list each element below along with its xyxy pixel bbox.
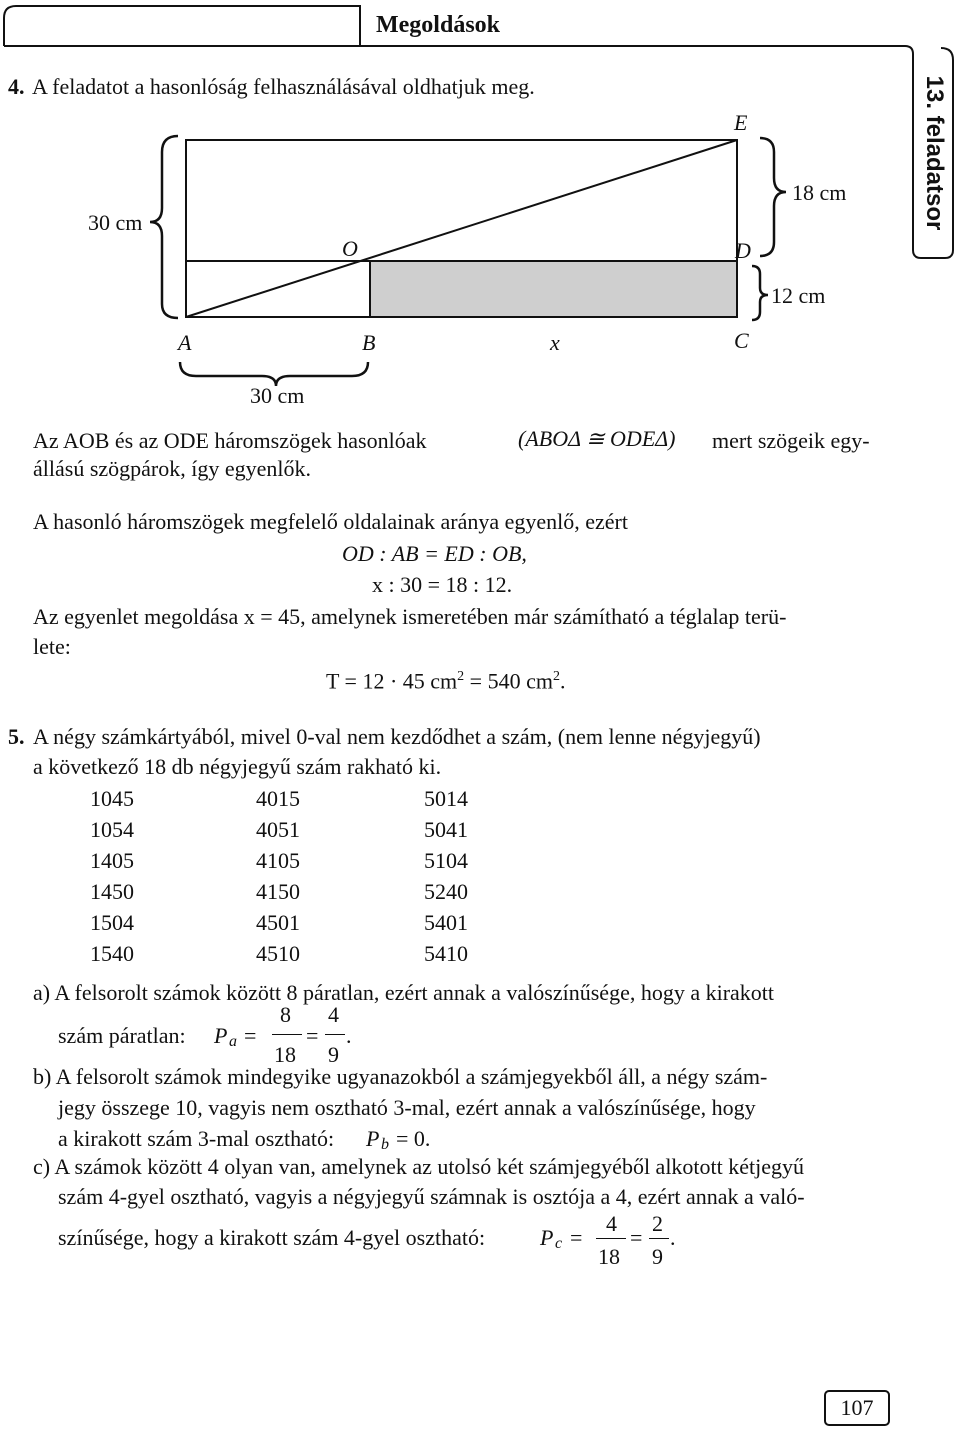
page-number: 107 bbox=[824, 1390, 890, 1426]
p5-a-frac2-num: 4 bbox=[328, 1002, 339, 1027]
p5-c-eq2: = bbox=[630, 1225, 643, 1250]
p5-a-frac2-line bbox=[325, 1034, 345, 1035]
rectangle-figure bbox=[0, 100, 960, 420]
p4-eq3 bbox=[326, 662, 565, 696]
left-height-label: 30 cm bbox=[88, 210, 143, 235]
point-e-label: E bbox=[734, 110, 748, 135]
number-cell: 1450 bbox=[90, 879, 134, 904]
top-right-label: 18 cm bbox=[792, 180, 847, 205]
p4-eq3-sup1: 2 bbox=[457, 669, 465, 684]
p5-c-frac1-line bbox=[596, 1238, 626, 1239]
page-header-title: Megoldások bbox=[376, 12, 501, 38]
number-cell: 4501 bbox=[256, 910, 300, 935]
p5-c-frac2-den: 9 bbox=[652, 1244, 663, 1269]
p5-c-line2: szám 4-gyel osztható, vagyis a négyjegyű számnak is osztója a 4, ezért annak a való- bbox=[58, 1184, 805, 1209]
p5-a-line1: a) A felsorolt számok között 8 páratlan, ezért annak a valószínűsége, hogy a kirakott bbox=[33, 980, 775, 1005]
problem-4-number: 4. bbox=[8, 74, 25, 99]
p5-b-end: = 0. bbox=[396, 1126, 431, 1151]
point-c-label: C bbox=[734, 328, 749, 353]
p4-eq2: x : 30 = 18 : 12. bbox=[372, 572, 513, 597]
p5-a-p: P bbox=[214, 1023, 228, 1048]
p5-a-frac2-den: 9 bbox=[328, 1042, 339, 1067]
p4-line3: A hasonló háromszögek megfelelő oldalainak aránya egyenlő, ezért bbox=[33, 509, 628, 534]
p5-b-line1: b) A felsorolt számok mindegyike ugyanazokból a számjegyekből áll, a négy szám- bbox=[33, 1064, 768, 1089]
p5-b-line3-pre: a kirakott szám 3-mal osztható: bbox=[58, 1126, 335, 1151]
number-cell: 1504 bbox=[90, 910, 134, 935]
number-cell: 4150 bbox=[256, 879, 300, 904]
left-brace bbox=[150, 136, 178, 318]
number-cell: 1045 bbox=[90, 786, 134, 811]
number-cell: 4510 bbox=[256, 941, 300, 966]
p5-a-frac1-line bbox=[272, 1034, 302, 1035]
number-cell: 4105 bbox=[256, 848, 300, 873]
right-brace-top bbox=[760, 138, 786, 256]
bottom-right-label: 12 cm bbox=[771, 283, 826, 308]
point-d-label: D bbox=[735, 238, 751, 263]
p5-a-frac1-num: 8 bbox=[280, 1002, 291, 1027]
p4-eq3-sup2: 2 bbox=[552, 669, 560, 684]
p4-line5: lete: bbox=[33, 634, 71, 659]
p5-c-line1: c) A számok között 4 olyan van, amelynek az utolsó két számjegyéből alkotott kétjegyű bbox=[33, 1154, 805, 1179]
number-cell: 5410 bbox=[424, 941, 468, 966]
point-a-label: A bbox=[178, 330, 192, 355]
segment-x-label: x bbox=[550, 330, 560, 355]
number-cell: 5041 bbox=[424, 817, 468, 842]
p5-b-sub: b bbox=[381, 1136, 389, 1153]
number-cell: 5014 bbox=[424, 786, 468, 811]
shaded-rectangle bbox=[370, 261, 737, 317]
problem-4-intro: A feladatot a hasonlóság felhasználásával oldhatjuk meg. bbox=[32, 74, 535, 99]
number-cell: 5104 bbox=[424, 848, 468, 873]
number-cell: 5401 bbox=[424, 910, 468, 935]
p5-c-eq: = bbox=[570, 1225, 583, 1250]
number-cell: 4015 bbox=[256, 786, 300, 811]
p4-eq3-b: = 540 cm bbox=[464, 668, 553, 694]
p5-c-sub: c bbox=[555, 1235, 563, 1252]
p5-c-end: . bbox=[670, 1225, 676, 1250]
p5-c-frac1-den: 18 bbox=[598, 1244, 620, 1269]
number-cell: 1405 bbox=[90, 848, 134, 873]
point-b-label: B bbox=[362, 330, 376, 355]
problem-5-number: 5. bbox=[8, 724, 25, 749]
p5-c-p: P bbox=[540, 1225, 554, 1250]
p4-line1-expr: (ABOΔ ≅ ODEΔ) bbox=[518, 426, 676, 451]
p4-eq3-a: T = 12 · 45 cm bbox=[326, 668, 458, 694]
number-cell: 1540 bbox=[90, 941, 134, 966]
p5-a-end: . bbox=[346, 1023, 352, 1048]
p5-c-line3-pre: színűsége, hogy a kirakott szám 4-gyel osztható: bbox=[58, 1225, 486, 1250]
p5-b-line2: jegy összege 10, vagyis nem osztható 3-mal, ezért annak a valószínűsége, hogy bbox=[58, 1095, 756, 1120]
p5-c-frac2-num: 2 bbox=[652, 1211, 663, 1236]
p5-c-frac2-line bbox=[649, 1238, 669, 1239]
side-tab-label: 13. feladatsor bbox=[921, 75, 948, 231]
p5-a-frac1-den: 18 bbox=[274, 1042, 296, 1067]
number-cell: 5240 bbox=[424, 879, 468, 904]
p5-a-eq: = bbox=[244, 1023, 257, 1048]
p5-a-sub: a bbox=[229, 1033, 237, 1050]
bottom-width-label: 30 cm bbox=[250, 383, 305, 408]
p4-line4: Az egyenlet megoldása x = 45, amelynek ismeretében már számítható a téglalap terü- bbox=[33, 604, 787, 629]
p4-eq3-c: . bbox=[559, 668, 566, 694]
p5-a-eq2: = bbox=[306, 1023, 319, 1048]
p4-line2: állású szögpárok, így egyenlők. bbox=[33, 456, 311, 481]
point-o-label: O bbox=[342, 236, 358, 261]
p4-eq1: OD : AB = ED : OB, bbox=[342, 541, 527, 566]
right-brace-bottom bbox=[752, 266, 768, 320]
p5-b-p: P bbox=[366, 1126, 380, 1151]
p5-line1: A négy számkártyából, mivel 0-val nem kezdődhet a szám, (nem lenne négyjegyű) bbox=[33, 724, 761, 749]
number-cell: 4051 bbox=[256, 817, 300, 842]
number-cell: 1054 bbox=[90, 817, 134, 842]
p4-line1a: Az AOB és az ODE háromszögek hasonlóak bbox=[33, 428, 427, 453]
p5-a-line2-pre: szám páratlan: bbox=[58, 1023, 186, 1048]
p4-line1b: mert szögeik egy- bbox=[712, 428, 870, 453]
p5-c-frac1-num: 4 bbox=[606, 1211, 617, 1236]
p5-line2: a következő 18 db négyjegyű szám rakható ki. bbox=[33, 754, 442, 779]
